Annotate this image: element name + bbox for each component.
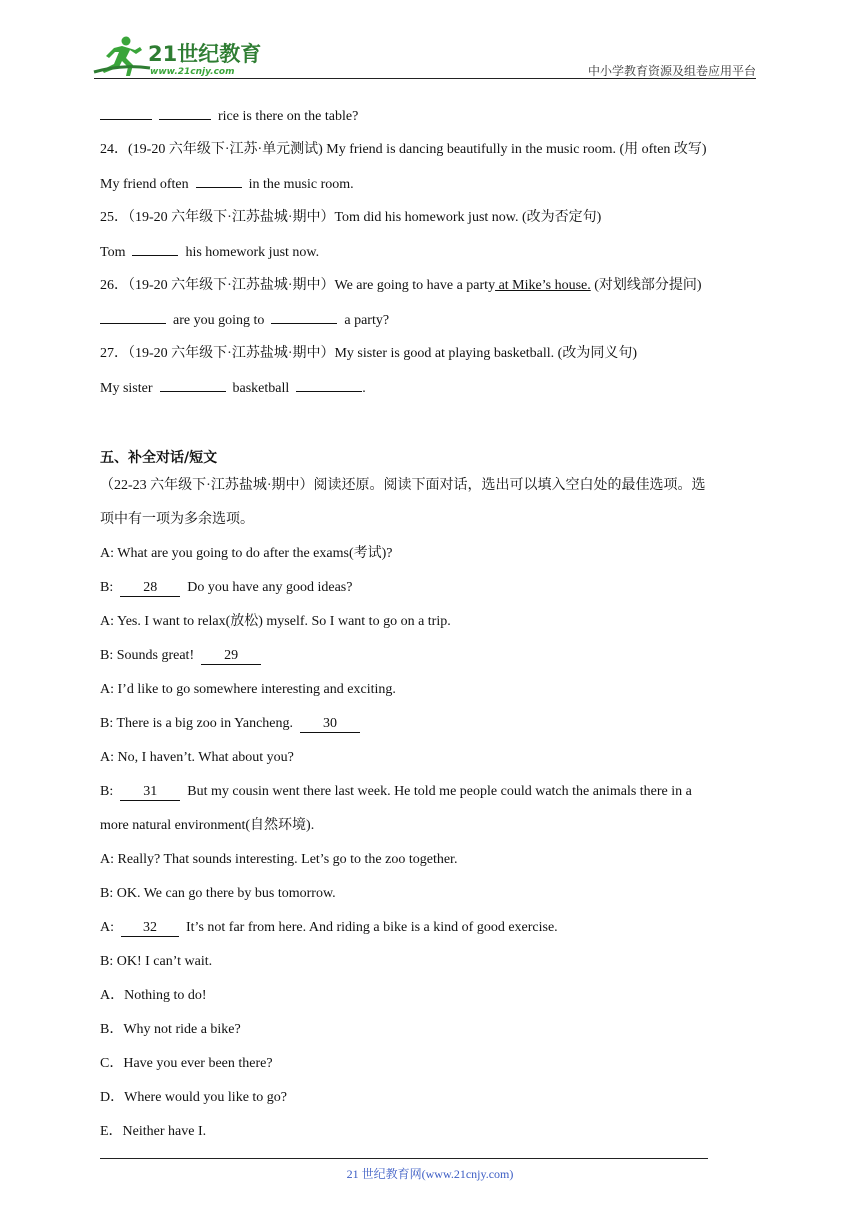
sentence-text: Tom (100, 245, 126, 260)
underlined-phrase: at Mike’s house. (495, 278, 591, 293)
dialogue-line (100, 916, 760, 950)
answer-blank[interactable] (100, 308, 166, 324)
dialogue-line: A: What are you going to do after the exams(考试)? (100, 546, 393, 561)
footer-divider (100, 1158, 708, 1159)
logo-text: 21世纪教育 (148, 42, 262, 66)
dialogue-line: A: No, I haven’t. What about you? (100, 750, 294, 765)
sentence-text: in the music room. (248, 177, 354, 192)
answer-blank[interactable] (100, 104, 152, 120)
page-header (0, 0, 860, 80)
sentence-text: rice is there on the table? (218, 109, 359, 124)
document-body (100, 104, 760, 1154)
speaker: B: (100, 580, 114, 595)
sentence-text: (对划线部分提问) (590, 278, 702, 293)
dialogue-line (100, 780, 760, 814)
blank-31[interactable]: 31 (120, 784, 180, 801)
blank-32[interactable]: 32 (121, 920, 179, 937)
answer-blank[interactable] (132, 240, 178, 256)
q27-answer-line (100, 376, 760, 410)
dialogue-line: A: Really? That sounds interesting. Let’s go to the zoo together. (100, 852, 458, 867)
dialogue-line: A: I’d like to go somewhere interesting and exciting. (100, 682, 396, 697)
question-24: 24．(19-20 六年级下·江苏·单元测试) My friend is dancing beautifully in the music room. (用 often 改写) (100, 142, 707, 157)
sentence-text: a party? (344, 313, 390, 328)
header-divider (94, 78, 756, 79)
section-title: 五、补全对话/短文 (100, 450, 218, 466)
platform-label: 中小学教育资源及组卷应用平台 (587, 64, 756, 78)
dialogue-line: B: OK. We can go there by bus tomorrow. (100, 886, 336, 901)
sentence-text: It’s not far from here. And riding a bike is a kind of good exercise. (186, 920, 558, 935)
sentence-text: B: Sounds great! (100, 648, 195, 663)
q23-answer-line (100, 104, 760, 138)
sentence-text: Do you have any good ideas? (187, 580, 353, 595)
q24-answer-line (100, 172, 760, 206)
blank-28[interactable]: 28 (120, 580, 180, 597)
answer-blank[interactable] (196, 172, 242, 188)
dialogue-line: B: OK! I can’t wait. (100, 954, 213, 969)
option-e[interactable]: E．Neither have I. (100, 1124, 207, 1139)
answer-blank[interactable] (160, 376, 226, 392)
dialogue-line: A: Yes. I want to relax(放松) myself. So I want to go on a trip. (100, 614, 451, 629)
question-26 (100, 274, 760, 308)
speaker: B: (100, 784, 114, 799)
dialogue-line (100, 712, 760, 746)
q25-answer-line (100, 240, 760, 274)
dialogue-line: more natural environment(自然环境). (100, 818, 315, 833)
footer-text: 21 世纪教育网(www.21cnjy.com) (346, 1167, 514, 1181)
dialogue-line (100, 644, 760, 678)
speaker: A: (100, 920, 114, 935)
dialogue-line (100, 576, 760, 610)
sentence-text: basketball (232, 381, 290, 396)
site-logo (92, 34, 262, 78)
question-25: 25．（19-20 六年级下·江苏盐城·期中）Tom did his homework just now. (改为否定句) (100, 210, 602, 225)
blank-30[interactable]: 30 (300, 716, 360, 733)
sentence-text: My sister (100, 381, 153, 396)
logo-url: www.21cnjy.com (150, 67, 235, 77)
answer-blank[interactable] (296, 376, 362, 392)
question-27: 27．（19-20 六年级下·江苏盐城·期中）My sister is good at playing basketball. (改为同义句) (100, 346, 638, 361)
blank-29[interactable]: 29 (201, 648, 261, 665)
sentence-text: B: There is a big zoo in Yancheng. (100, 716, 293, 731)
option-b[interactable]: B．Why not ride a bike? (100, 1022, 241, 1037)
sentence-text: 26．（19-20 六年级下·江苏盐城·期中）We are going to have a party (100, 278, 496, 293)
sentence-text: his homework just now. (185, 245, 320, 260)
answer-blank[interactable] (271, 308, 337, 324)
sentence-text: My friend often (100, 177, 189, 192)
section-intro: （22-23 六年级下·江苏盐城·期中）阅读还原。阅读下面对话，选出可以填入空白处的最佳选项。选 (100, 478, 706, 493)
section-intro: 项中有一项为多余选项。 (100, 512, 254, 527)
option-c[interactable]: C．Have you ever been there? (100, 1056, 273, 1071)
q26-answer-line (100, 308, 760, 342)
logo-swoosh (94, 67, 150, 72)
sentence-text: . (362, 381, 366, 396)
option-a[interactable]: A．Nothing to do! (100, 988, 207, 1003)
sentence-text: But my cousin went there last week. He told me people could watch the animals there in a (187, 784, 692, 799)
option-d[interactable]: D．Where would you like to go? (100, 1090, 288, 1105)
sentence-text: are you going to (173, 313, 265, 328)
answer-blank[interactable] (159, 104, 211, 120)
